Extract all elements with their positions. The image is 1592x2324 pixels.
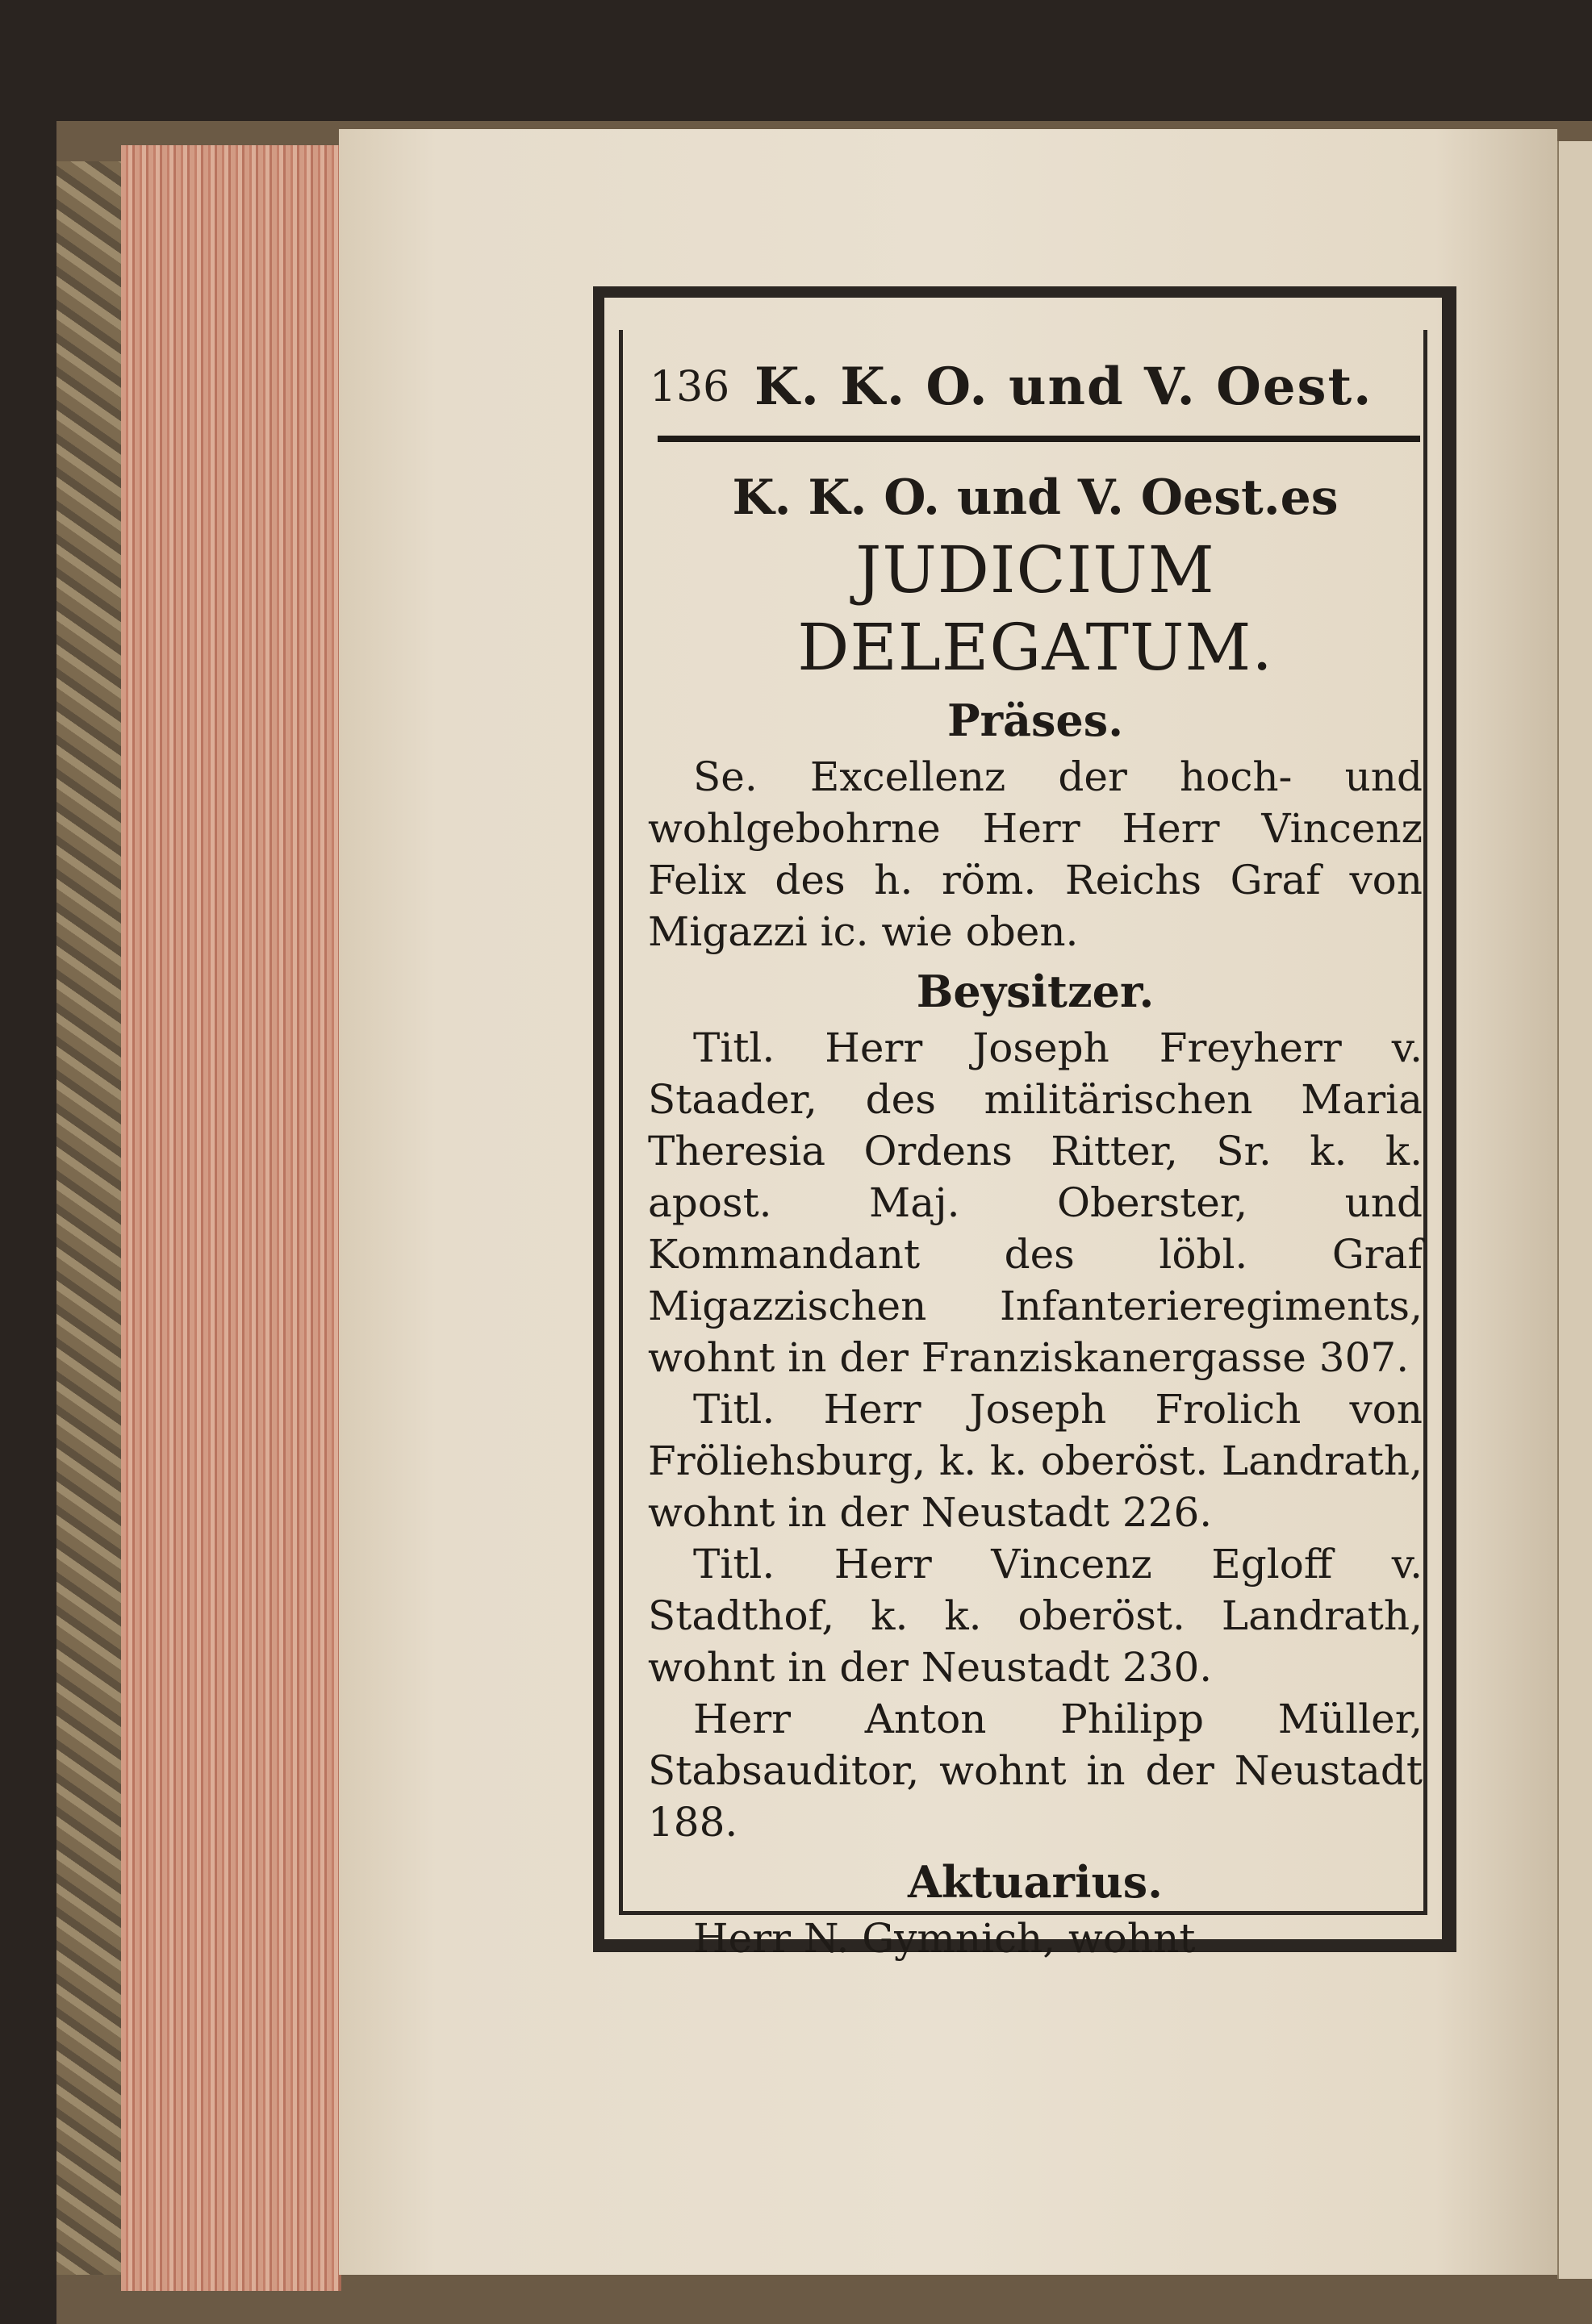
praeses-entry: Se. Excellenz der hoch- und wohlgebohrne Herr Herr Vincenz Felix des h. röm. Reichs Graf von Migazzi ic. wie oben. <box>648 753 1423 955</box>
beysitzer-entry: Herr Anton Philipp Müller, Stabsauditor, wohnt in der Neustadt 188. <box>648 1696 1423 1846</box>
praeses-heading: Präses. <box>946 695 1123 746</box>
beysitzer-heading: Beysitzer. <box>916 966 1155 1017</box>
beysitzer-entry: Titl. Herr Joseph Freyherr v. Staader, des militärischen Maria Theresia Ordens Ritter, Sr. k. k. apost. Maj. Oberster, und Kommandant des löbl. Graf Migazzischen Infanterieregiments, wohnt in der Franziskanergasse 307. <box>648 1024 1423 1381</box>
aktuarius-entry: Herr N. Gymnich, wohnt <box>693 1915 1196 1962</box>
facing-page-edge <box>1557 141 1592 2279</box>
beysitzer-entry: Titl. Herr Joseph Frolich von Fröliehsburg, k. k. oberöst. Landrath, wohnt in der Neustadt 226. <box>648 1386 1423 1536</box>
header-rule <box>658 436 1420 442</box>
page-content <box>648 464 1423 1964</box>
section-heading: K. K. O. und V. Oest.es <box>732 469 1339 526</box>
book-spine <box>56 161 121 2275</box>
aktuarius-heading: Aktuarius. <box>908 1856 1163 1908</box>
page-edges <box>121 145 341 2291</box>
page-number: 136 <box>650 363 730 411</box>
beysitzer-entry: Titl. Herr Vincenz Egloff v. Stadthof, k. k. oberöst. Landrath, wohnt in der Neustadt 230. <box>648 1541 1423 1691</box>
document-title: JUDICIUM DELEGATUM. <box>797 532 1273 685</box>
running-head: K. K. O. und V. Oest. <box>754 357 1373 417</box>
page-header <box>650 355 1424 428</box>
